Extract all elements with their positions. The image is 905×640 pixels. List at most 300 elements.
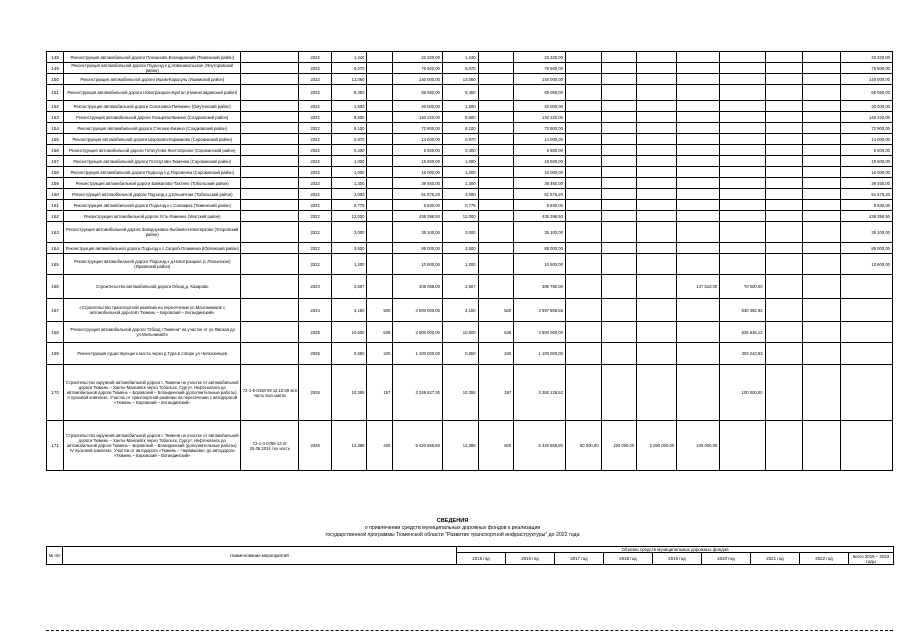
cell-name: Реконструкция автомобильной дороги Подъезд к д.Порсменка (Сорокинский район): [64, 167, 241, 178]
cell-cost: 3 500 000,00: [514, 322, 566, 343]
projects-table: [46, 51, 893, 471]
cell-cost: 5 420 566,80: [393, 421, 443, 471]
cell-2020: [720, 134, 765, 145]
cell-2017: [601, 167, 637, 178]
cell-2019: [677, 85, 720, 101]
cell-cost: 6 830,00: [393, 200, 443, 211]
header-year: 2018 год: [604, 553, 653, 565]
cell-length: 1,500: [442, 101, 478, 112]
cell-cost: 3 282 128,52: [514, 365, 566, 421]
cell-name: «Строительство транспортной развязки на пересечении ул.Монтажников с автомобильной дорогой г.Тюмень – Боровский – Богандинский»: [64, 299, 241, 322]
cell-length: 1,200: [331, 254, 367, 275]
cell-cost: 3 349 627,30: [393, 365, 443, 421]
table-row: [47, 156, 893, 167]
cell-empty: [765, 421, 803, 471]
cell-2017: [601, 74, 637, 85]
header-year: 2015 год: [457, 553, 506, 565]
cell-cost: 85 000,00: [514, 243, 566, 254]
table-row: [47, 178, 893, 189]
cell-2017: 150 000,00: [601, 421, 637, 471]
cell-empty: [803, 52, 841, 63]
cell-2020: [720, 222, 765, 243]
cell-extent: 600: [478, 421, 514, 471]
cell-2019: [677, 134, 720, 145]
cell-empty: [803, 167, 841, 178]
cell-index: 160: [47, 189, 64, 200]
cell-cost: 1 100 000,00: [514, 343, 566, 365]
cell-doc: [241, 254, 299, 275]
cell-total: 140 220,00: [841, 112, 893, 123]
cell-doc: 72-1-4-0766-13 от 25.06.2014 тех.часть: [241, 421, 299, 471]
cell-2019: [677, 211, 720, 222]
cell-name: Реконструкция автомобильной дороги Лозырево-Бизино (Сладковский район): [64, 112, 241, 123]
cell-name: Реконструкция автомобильной дороги Подъезд к с.Салаирка (Тюменский район): [64, 200, 241, 211]
cell-extent: [478, 178, 514, 189]
cell-length: 5,070: [442, 63, 478, 74]
cell-cost: 140 220,00: [393, 112, 443, 123]
cell-length: 8,450: [442, 85, 478, 101]
cell-2017: [601, 123, 637, 134]
cell-2016: [565, 85, 601, 101]
cell-2019: 100 000,00: [677, 421, 720, 471]
cell-2016: [565, 156, 601, 167]
header-year: 2019 год: [653, 553, 702, 565]
cell-extent: 430: [367, 421, 393, 471]
cell-2017: [601, 343, 637, 365]
cell-2020: 630 482,92: [720, 299, 765, 322]
cell-extent: [367, 63, 393, 74]
cell-name: Реконструкция автомобильной дороги Новотроицкое-Бухтал (Нижнетавдинский район): [64, 85, 241, 101]
cell-year: 2023: [299, 275, 331, 299]
cell-length: 3,000: [331, 189, 367, 200]
cell-2018: [637, 52, 677, 63]
cell-length: 2,567: [442, 275, 478, 299]
cell-total: [841, 299, 893, 322]
cell-empty: [765, 200, 803, 211]
cell-empty: [803, 365, 841, 421]
cell-extent: [367, 222, 393, 243]
cell-length: 0,650: [331, 343, 367, 365]
cell-year: 2022: [299, 134, 331, 145]
cell-empty: [765, 63, 803, 74]
cell-extent: [478, 211, 514, 222]
cell-2016: [565, 299, 601, 322]
cell-total: 39 460,00: [841, 178, 893, 189]
funds-header-table: [46, 546, 894, 565]
cell-2020: [720, 101, 765, 112]
cell-total: [841, 365, 893, 421]
cell-2016: [565, 189, 601, 200]
cell-2016: [565, 211, 601, 222]
cell-cost: 10 600,00: [393, 254, 443, 275]
cell-doc: [241, 189, 299, 200]
cell-year: 2025: [299, 343, 331, 365]
cell-2017: [601, 134, 637, 145]
cell-doc: [241, 74, 299, 85]
cell-extent: [478, 275, 514, 299]
cell-2018: [637, 189, 677, 200]
cell-2020: [720, 74, 765, 85]
cell-doc: [241, 211, 299, 222]
cell-cost: 76 500,00: [514, 63, 566, 74]
cell-index: 154: [47, 123, 64, 134]
cell-2017: [601, 200, 637, 211]
cell-empty: [803, 156, 841, 167]
cell-2018: [637, 85, 677, 101]
cell-cost: 15 500,00: [393, 156, 443, 167]
cell-extent: [478, 254, 514, 275]
cell-length: 0,775: [442, 200, 478, 211]
cell-total: [841, 421, 893, 471]
cell-extent: 340: [367, 343, 393, 365]
cell-2020: [720, 254, 765, 275]
cell-extent: [367, 134, 393, 145]
cell-empty: [803, 123, 841, 134]
cell-length: 8,600: [442, 112, 478, 123]
cell-2018: [637, 254, 677, 275]
cell-doc: [241, 52, 299, 63]
cell-index: 167: [47, 299, 64, 322]
cell-2016: [565, 222, 601, 243]
cell-index: 170: [47, 365, 64, 421]
cell-index: 168: [47, 322, 64, 343]
cell-2017: [601, 322, 637, 343]
cell-extent: [367, 156, 393, 167]
cell-cost: 6 830,00: [514, 200, 566, 211]
cell-length: 0,400: [442, 145, 478, 156]
cell-empty: [765, 211, 803, 222]
cell-2020: 100 000,00: [720, 365, 765, 421]
cell-2017: [601, 299, 637, 322]
cell-2018: [637, 101, 677, 112]
cell-doc: [241, 275, 299, 299]
cell-extent: [367, 167, 393, 178]
cell-extent: [367, 254, 393, 275]
cell-2017: [601, 52, 637, 63]
cell-2018: [637, 343, 677, 365]
cell-2018: [637, 74, 677, 85]
cell-empty: [765, 275, 803, 299]
cell-2017: [601, 222, 637, 243]
cell-doc: [241, 322, 299, 343]
cell-cost: 5 420 566,80: [514, 421, 566, 471]
header-year: 2016 год: [506, 553, 555, 565]
table-row: [47, 200, 893, 211]
cell-total: [841, 275, 893, 299]
cell-extent: [478, 63, 514, 74]
cell-name: Реконструкция автомобильной дороги Подъезд к д.Новоникольское (Ялуторовский район): [64, 63, 241, 74]
cell-length: 0,400: [331, 145, 367, 156]
cell-extent: [478, 85, 514, 101]
cell-name: Реконструкция автомобильной дороги Ишим-Карасуль (Ишимский район): [64, 74, 241, 85]
cell-empty: [765, 52, 803, 63]
cell-empty: [765, 123, 803, 134]
cell-2016: [565, 134, 601, 145]
cell-empty: [765, 189, 803, 200]
cell-extent: [478, 112, 514, 123]
cell-cost: 20 000,00: [393, 101, 443, 112]
cell-index: 157: [47, 156, 64, 167]
cell-2016: [565, 167, 601, 178]
cell-empty: [803, 74, 841, 85]
cell-empty: [765, 222, 803, 243]
table-row: [47, 275, 893, 299]
header-num: № п/п: [47, 547, 63, 565]
table-row: [47, 52, 893, 63]
cell-length: 10,355: [442, 365, 478, 421]
title-heading: СВЕДЕНИЯ: [436, 518, 469, 524]
cell-index: 156: [47, 145, 64, 156]
cell-year: 2025: [299, 322, 331, 343]
cell-empty: [765, 145, 803, 156]
cell-total: 15 500,00: [841, 156, 893, 167]
cell-empty: [765, 74, 803, 85]
cell-2019: [677, 178, 720, 189]
cell-extent: [478, 52, 514, 63]
cell-year: 2022: [299, 123, 331, 134]
cell-extent: 197: [478, 365, 514, 421]
cell-total: 85 000,00: [841, 243, 893, 254]
table-row: [47, 85, 893, 101]
table-row: [47, 134, 893, 145]
cell-total: 140 000,00: [841, 74, 893, 85]
cell-2016: [565, 52, 601, 63]
cell-name: Реконструкция автомобильной дороги Шорохово-Коржиково (Сорокинский район): [64, 134, 241, 145]
cell-cost: 16 000,00: [514, 167, 566, 178]
cell-doc: [241, 299, 299, 322]
cell-empty: [765, 365, 803, 421]
cell-cost: 386 780,00: [514, 275, 566, 299]
cell-2020: [720, 52, 765, 63]
cell-2016: [565, 200, 601, 211]
cell-2020: [720, 85, 765, 101]
cell-index: 171: [47, 421, 64, 471]
cell-empty: [765, 178, 803, 189]
cell-name: Реконструкция автомобильной дороги Усть-Ламенка (Уватский район): [64, 211, 241, 222]
cell-cost: 3 997 865,55: [514, 299, 566, 322]
cell-empty: [803, 243, 841, 254]
cell-2018: [637, 211, 677, 222]
cell-extent: [478, 156, 514, 167]
cell-year: 2022: [299, 156, 331, 167]
cell-2019: [677, 63, 720, 74]
header-year: 2021 год: [751, 553, 800, 565]
cell-index: 152: [47, 101, 64, 112]
cell-length: 3,000: [442, 222, 478, 243]
cell-index: 149: [47, 63, 64, 74]
cell-extent: 197: [367, 365, 393, 421]
cell-extent: [478, 189, 514, 200]
cell-cost: 3 500 000,00: [393, 322, 443, 343]
cell-2019: [677, 322, 720, 343]
cell-2017: [601, 211, 637, 222]
cell-extent: [478, 123, 514, 134]
cell-2020: [720, 145, 765, 156]
cell-2017: [601, 254, 637, 275]
cell-2020: [720, 178, 765, 189]
cell-doc: [241, 112, 299, 123]
cell-2018: [637, 299, 677, 322]
cell-cost: 140 000,00: [514, 74, 566, 85]
cell-extent: 500: [478, 299, 514, 322]
cell-2018: [637, 167, 677, 178]
cell-2020: [720, 211, 765, 222]
cell-length: 4,150: [331, 299, 367, 322]
cell-length: 1,240: [442, 52, 478, 63]
cell-length: 1,200: [442, 254, 478, 275]
cell-name: Реконструкция существующего моста через р.Тура в створе ул.Челюскинцев: [64, 343, 241, 365]
cell-2018: [637, 63, 677, 74]
cell-empty: [765, 134, 803, 145]
cell-2019: [677, 243, 720, 254]
cell-cost: 15 500,00: [514, 156, 566, 167]
cell-year: 2022: [299, 63, 331, 74]
cell-2020: [720, 167, 765, 178]
cell-length: 3,000: [442, 189, 478, 200]
cell-extent: [367, 200, 393, 211]
cell-2018: [637, 178, 677, 189]
cell-2016: [565, 322, 601, 343]
cell-year: 2022: [299, 52, 331, 63]
cell-doc: [241, 156, 299, 167]
cell-cost: 14 000,00: [514, 134, 566, 145]
cell-empty: [803, 275, 841, 299]
cell-year: 2022: [299, 189, 331, 200]
cell-extent: [367, 178, 393, 189]
cell-2018: [637, 275, 677, 299]
header-group: Объемы средств муниципальных дорожных фондов: [457, 547, 894, 553]
cell-2019: [677, 101, 720, 112]
cell-length: 8,600: [331, 112, 367, 123]
cell-empty: [765, 85, 803, 101]
cell-2020: 303 243,93: [720, 343, 765, 365]
cell-index: 148: [47, 52, 64, 63]
cell-total: 16 000,00: [841, 167, 893, 178]
cell-length: 10,600: [442, 322, 478, 343]
cell-index: 165: [47, 254, 64, 275]
cell-doc: [241, 145, 299, 156]
cell-name: Реконструкция автомобильной дороги Подъезд к д.Новотроицкое (с.Полынское) (Ярковский район): [64, 254, 241, 275]
cell-2016: [565, 365, 601, 421]
cell-length: 12,000: [331, 211, 367, 222]
cell-cost: 22 320,00: [393, 52, 443, 63]
cell-cost: 436 396,50: [393, 211, 443, 222]
cell-year: 2026: [299, 421, 331, 471]
cell-empty: [803, 343, 841, 365]
cell-length: 13,060: [442, 74, 478, 85]
cell-extent: [478, 101, 514, 112]
cell-name: Реконструкция автомобильной дороги Заводоуковск-Лыбаево-Новотерхово (Упоровский район): [64, 222, 241, 243]
cell-doc: [241, 85, 299, 101]
title-line-2: о привлечении средств муниципальных дорожных фондов к реализации: [364, 525, 541, 531]
cell-2017: [601, 189, 637, 200]
cell-year: 2022: [299, 211, 331, 222]
cell-index: 150: [47, 74, 64, 85]
table-row: [47, 112, 893, 123]
cell-empty: [803, 134, 841, 145]
cell-length: 2,567: [331, 275, 367, 299]
cell-extent: [367, 101, 393, 112]
cell-extent: [367, 243, 393, 254]
cell-index: 158: [47, 167, 64, 178]
cell-2018: [637, 322, 677, 343]
cell-2020: [720, 243, 765, 254]
cell-total: 6 830,00: [841, 200, 893, 211]
cell-2020: [720, 123, 765, 134]
cell-2017: [601, 101, 637, 112]
cell-cost: 4 000 000,00: [393, 299, 443, 322]
cell-cost: 14 000,00: [393, 134, 443, 145]
cell-length: 10,355: [331, 365, 367, 421]
cell-extent: [367, 275, 393, 299]
cell-cost: 140 000,00: [393, 74, 443, 85]
cell-2020: [720, 112, 765, 123]
table-row: [47, 322, 893, 343]
header-total: всего 2015 – 2022 годы: [849, 553, 894, 565]
cell-year: 2022: [299, 243, 331, 254]
cell-2017: [601, 365, 637, 421]
cell-2020: 625 636,12: [720, 322, 765, 343]
cell-2020: [720, 63, 765, 74]
table-row: [47, 189, 893, 200]
cell-empty: [765, 101, 803, 112]
cell-cost: 5 600,00: [393, 145, 443, 156]
cell-extent: [367, 211, 393, 222]
cell-2017: [601, 63, 637, 74]
cell-name: Реконструкция автомобильной дороги Плеханово-Богандинский (Тюменский район): [64, 52, 241, 63]
cell-length: 1,000: [442, 156, 478, 167]
cell-2016: [565, 63, 601, 74]
cell-2018: [637, 123, 677, 134]
cell-2016: [565, 343, 601, 365]
cell-extent: [478, 74, 514, 85]
cell-length: 5,070: [331, 63, 367, 74]
cell-year: 2022: [299, 112, 331, 123]
cell-empty: [803, 299, 841, 322]
cell-length: 1,000: [442, 167, 478, 178]
cell-cost: 20 000,00: [514, 101, 566, 112]
cell-year: 2022: [299, 167, 331, 178]
cell-length: 1,300: [331, 178, 367, 189]
header-year: 2022 год: [800, 553, 849, 565]
cell-cost: 65 050,00: [393, 85, 443, 101]
cell-2019: [677, 156, 720, 167]
cell-2016: [565, 178, 601, 189]
cell-length: 3,500: [331, 243, 367, 254]
cell-2018: [637, 222, 677, 243]
cell-year: 2022: [299, 200, 331, 211]
cell-total: 14 000,00: [841, 134, 893, 145]
cell-extent: [367, 85, 393, 101]
cell-2019: [677, 52, 720, 63]
cell-2019: [677, 254, 720, 275]
cell-extent: [478, 243, 514, 254]
cell-extent: [367, 145, 393, 156]
cell-index: 162: [47, 211, 64, 222]
cell-empty: [765, 322, 803, 343]
cell-doc: 72-1-5-0436-09 12.10.09 вся часть вып.сметы: [241, 365, 299, 421]
cell-empty: [803, 200, 841, 211]
cell-year: 2022: [299, 178, 331, 189]
cell-empty: [765, 243, 803, 254]
cell-length: 13,060: [331, 74, 367, 85]
cell-length: 12,000: [442, 211, 478, 222]
cell-cost: 51 675,20: [514, 189, 566, 200]
cell-doc: [241, 200, 299, 211]
cell-empty: [803, 112, 841, 123]
cell-length: 1,000: [331, 156, 367, 167]
cell-total: 76 500,00: [841, 63, 893, 74]
